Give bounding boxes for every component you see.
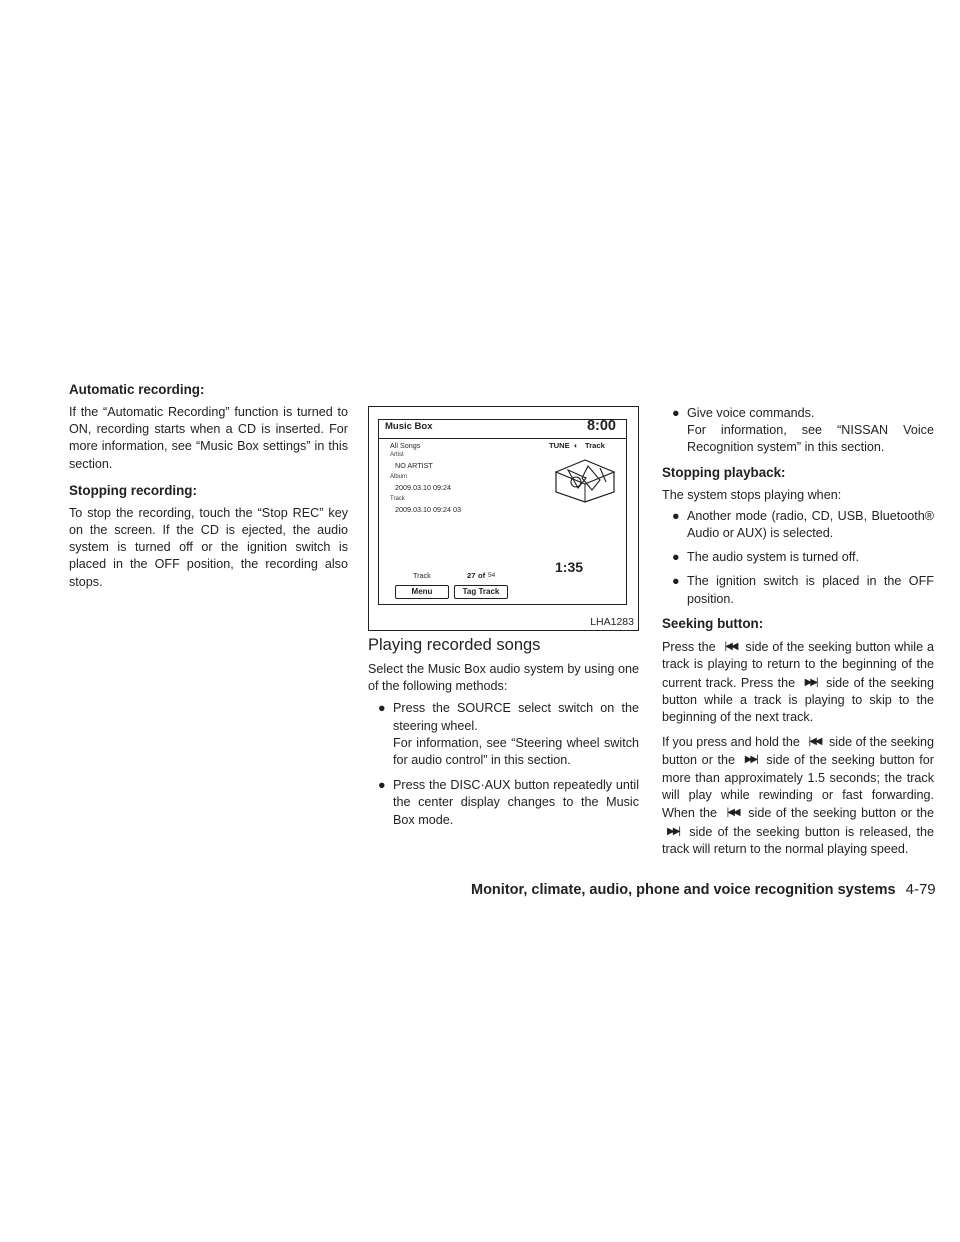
track-total: 54 (488, 572, 496, 579)
music-note-artwork-icon (554, 458, 616, 504)
page-footer (471, 881, 936, 898)
tune-knob-icon: ◐ (574, 441, 579, 450)
music-box-screen (378, 419, 627, 605)
next-track-icon: ▶▶| (744, 754, 757, 766)
bullet-icon: ● (672, 508, 680, 523)
bullet-text: The audio system is turned off. (687, 550, 859, 565)
tune-label: TUNE (549, 441, 570, 450)
tag-track-button[interactable]: Tag Track (454, 585, 508, 599)
section-title: Playing recorded songs (368, 636, 541, 654)
screen-title: Music Box (385, 421, 433, 432)
list-item (368, 700, 639, 769)
right-column (662, 405, 934, 859)
section-intro: Select the Music Box audio system by using one of the following methods: (368, 662, 639, 694)
bullet-icon: ● (672, 550, 680, 565)
automatic-recording-text: If the “Automatic Recording” function is turned to ON, recording starts when a CD is inserted. For more information, see “Music Box settings” in this section. (69, 405, 348, 471)
track-label: Track (390, 496, 405, 502)
stopping-recording-text: To stop the recording, touch the “Stop REC” key on the screen. If the CD is ejected, the audio system is turned off or the ignition switch is placed in the OFF position, the recording also stops. (69, 505, 348, 589)
next-track-icon: ▶▶| (667, 825, 679, 837)
album-value: 2009.03.10 09:24 (395, 483, 451, 492)
list-name: All Songs (390, 441, 421, 450)
bullet-text: Give voice commands. (687, 406, 815, 420)
music-box-figure (368, 406, 639, 631)
bullet-icon: ● (378, 778, 386, 793)
list-item (368, 777, 639, 829)
track-value: 2009.03.10 09:24 03 (395, 505, 461, 514)
stopping-playback-text: The system stops playing when: (662, 487, 842, 502)
bullet-subtext: For information, see “NISSAN Voice Recognition system” in this section. (687, 423, 934, 455)
seeking-paragraph-1: Press the |◀◀ side of the seeking button while a track is playing to return to the beginning of the current track. Press the ▶▶| side of the seeking button while a track is playing to skip to the beginning of the next track. (662, 639, 935, 725)
bullet-icon: ● (672, 406, 680, 420)
bullet-icon: ● (672, 574, 680, 589)
bullet-icon: ● (378, 701, 386, 716)
artist-value: NO ARTIST (395, 461, 433, 470)
next-track-icon: ▶▶| (804, 676, 817, 688)
screen-title-divider (379, 438, 626, 439)
heading-stopping-playback: Stopping playback: (662, 464, 786, 480)
previous-track-icon: |◀◀ (724, 640, 737, 652)
list-item (662, 573, 934, 607)
elapsed-time: 1:35 (555, 559, 584, 575)
screen-clock: 8:00 (586, 418, 616, 434)
heading-automatic-recording: Automatic recording: (69, 382, 205, 397)
bullet-text: Press the DISC·AUX button repeatedly until the center display changes to the Music Box mode. (393, 778, 639, 827)
middle-column (368, 635, 639, 829)
heading-seeking-button: Seeking button: (662, 615, 764, 631)
list-item (662, 508, 934, 542)
album-label: Album (390, 474, 408, 480)
tune-track-label: Track (585, 441, 605, 450)
page-number: 4-79 (905, 881, 936, 898)
track-counter-label: Track (413, 571, 431, 580)
figure-id: LHA1283 (590, 616, 634, 628)
bullet-text: The ignition switch is placed in the OFF position. (687, 574, 934, 606)
seeking-paragraph-2: If you press and hold the |◀◀ side of the seeking button or the ▶▶| side of the seeking button for more than approximately 1.5 seconds; the track will play while rewinding or fast forwarding. When the |◀◀ side of the seeking button or the ▶▶| side of the seeking button is released, the track will return to the normal playing speed. (662, 734, 935, 857)
list-item (662, 405, 934, 457)
previous-track-icon: |◀◀ (726, 807, 739, 819)
heading-stopping-recording: Stopping recording: (69, 482, 197, 498)
track-of: of (478, 571, 486, 580)
list-item (662, 549, 934, 566)
bullet-text: Another mode (radio, CD, USB, Bluetooth® Audio or AUX) is selected. (687, 508, 934, 541)
bullet-subtext: For information, see “Steering wheel switch for audio control” in this section. (393, 735, 639, 768)
track-current: 27 (467, 571, 476, 580)
artist-label: Artist (390, 452, 404, 458)
bullet-text: Press the SOURCE select switch on the steering wheel. (393, 701, 639, 733)
menu-button[interactable]: Menu (395, 585, 449, 599)
left-column (69, 381, 348, 591)
previous-track-icon: |◀◀ (808, 735, 821, 747)
chapter-title: Monitor, climate, audio, phone and voice recognition systems (471, 882, 896, 898)
